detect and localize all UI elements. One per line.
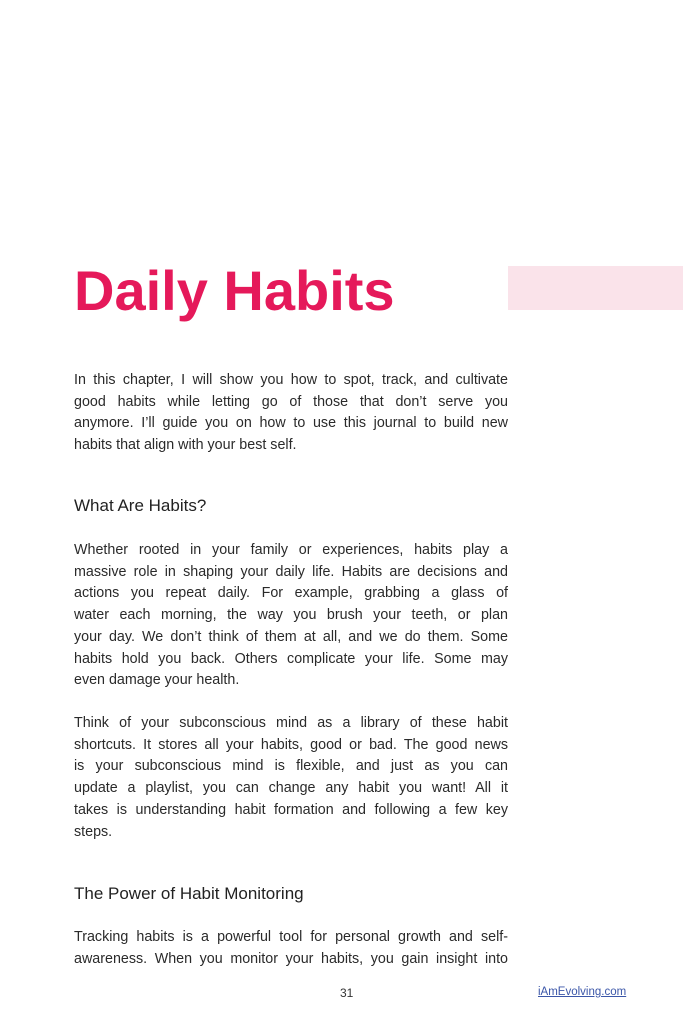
text-line: anymore. I’ll guide you on how to use this journal to build new — [74, 415, 508, 432]
text-line: your day. We don’t think of them at all, and we do them. Some — [74, 628, 508, 645]
text-line: Think of your subconscious mind as a library of these habit — [74, 715, 508, 731]
text-line: takes is understanding habit formation and following a few key — [74, 801, 508, 818]
text-line: massive role in shaping your daily life. Habits are decisions and — [74, 563, 508, 580]
habits-paragraph-2 — [74, 713, 508, 843]
text-line: update a playlist, you can change any habit you want! All it — [74, 780, 508, 797]
text-line: habits hold you back. Others complicate your life. Some may — [74, 650, 508, 667]
text-line: actions you repeat daily. For example, grabbing a glass of — [74, 585, 508, 602]
page-title: Daily Habits — [74, 259, 395, 322]
decorative-pink-bar — [508, 266, 683, 310]
monitoring-paragraph — [74, 927, 508, 970]
text-line: even damage your health. — [74, 672, 240, 689]
text-line: habits that align with your best self. — [74, 437, 297, 454]
habits-paragraph-1 — [74, 540, 508, 692]
text-line: water each morning, the way you brush your teeth, or plan — [74, 607, 508, 624]
website-link[interactable]: iAmEvolving.com — [538, 986, 627, 998]
text-line: Whether rooted in your family or experiences, habits play a — [74, 542, 508, 558]
text-line: shortcuts. It stores all your habits, good or bad. The good news — [74, 736, 508, 753]
text-line: steps. — [74, 823, 113, 840]
text-line: good habits while letting go of those that don’t serve you — [74, 393, 508, 410]
text-line: is your subconscious mind is flexible, and just as you can — [74, 758, 508, 775]
text-line: Tracking habits is a powerful tool for personal growth and self- — [74, 929, 508, 945]
page-number: 31 — [340, 986, 354, 1000]
section-heading-what-are-habits: What Are Habits? — [74, 496, 207, 515]
text-line: awareness. When you monitor your habits, you gain insight into — [74, 950, 508, 967]
text-line: In this chapter, I will show you how to spot, track, and cultivate — [74, 372, 508, 388]
section-heading-habit-monitoring: The Power of Habit Monitoring — [74, 884, 304, 903]
intro-paragraph — [74, 370, 508, 457]
